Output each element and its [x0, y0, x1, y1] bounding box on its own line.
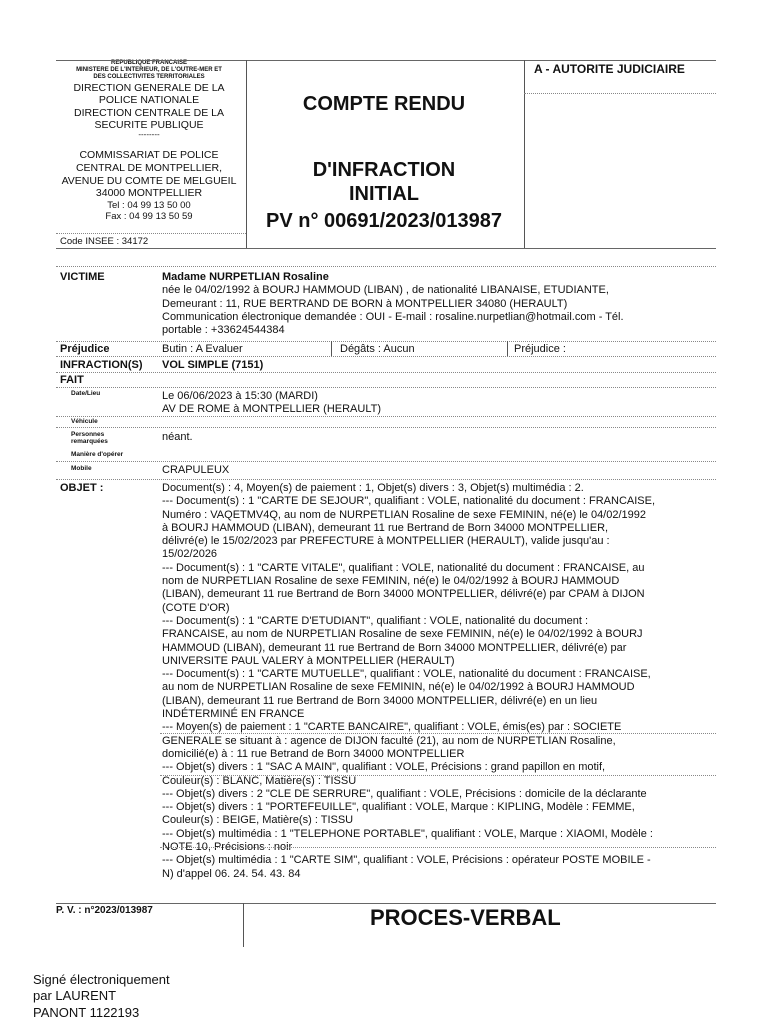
signature-line: PANONT 1122193 [33, 1004, 140, 1020]
personnes-label-line: Personnes [71, 431, 105, 438]
proces-verbal-title: PROCES-VERBAL [370, 905, 561, 930]
header-separator: -------- [138, 129, 160, 139]
mobile-value: CRAPULEUX [162, 464, 230, 476]
objet-line: --- Objet(s) multimédia : 1 "CARTE SIM", qualifiant : VOLE, Précisions : opérateur POSTE MOBILE - [162, 854, 651, 867]
victime-name: Madame NURPETLIAN Rosaline [162, 271, 329, 283]
commissariat-line: COMMISSARIAT DE POLICE [79, 149, 219, 162]
butin-value: Butin : A Evaluer [162, 343, 243, 355]
objet-line: (LIBAN), demeurant 11 rue Bertrand de Born 34000 MONTPELLIER, délivré(e) par CPAM à DIJON [162, 588, 645, 601]
pv-number: PV n° 00691/2023/013987 [266, 210, 502, 232]
cell-divider [331, 341, 332, 356]
autorite-judiciaire-label: A - AUTORITE JUDICIAIRE [534, 62, 685, 76]
date-lieu-value [162, 390, 716, 417]
fax-number: Fax : 04 99 13 50 59 [105, 211, 193, 223]
objet-line: Document(s) : 4, Moyen(s) de paiement : 1, Objet(s) divers : 3, Objet(s) multimédia : 2. [162, 482, 584, 494]
personnes-label [71, 431, 108, 445]
infraction-value: VOL SIMPLE (7151) [162, 359, 264, 371]
code-insee: Code INSEE : 34172 [60, 236, 149, 247]
objet-line: --- Document(s) : 1 "CARTE D'ETUDIANT", qualifiant : VOLE, nationalité du document : [162, 614, 589, 627]
objet-line: Couleur(s) : BLANC, Matière(s) : TISSU [162, 774, 357, 787]
document-title: COMPTE RENDU [302, 93, 466, 115]
vehicule-label: Véhicule [71, 418, 98, 425]
objet-line: --- Document(s) : 1 "CARTE VITALE", qualifiant : VOLE, nationalité du document : FRANCAISE, au [162, 561, 645, 574]
objet-line: UNIVERSITE PAUL VALERY à MONTPELLIER (HERAULT) [162, 654, 455, 667]
issuing-authority-block [56, 60, 242, 222]
row-rule [56, 461, 716, 462]
header-bottom-border [56, 248, 716, 249]
direction-line: DIRECTION CENTRALE DE LA [74, 106, 224, 119]
direction-line: DIRECTION GENERALE DE LA [73, 81, 225, 94]
objet-line: --- Objet(s) multimédia : 1 "TELEPHONE PORTABLE", qualifiant : VOLE, Marque : XIAOMI, Modèle : [162, 827, 653, 840]
subtitle-line-2: INITIAL [349, 183, 419, 205]
header-rule [56, 233, 246, 234]
victime-label: VICTIME [60, 271, 105, 283]
row-rule [56, 427, 716, 428]
objet-line: GENERALE se situant à : agence de DIJON faculté (21), au nom de NURPETLIAN Rosaline, [162, 734, 616, 747]
infraction-label: INFRACTION(S) [60, 359, 143, 371]
cell-divider [507, 341, 508, 356]
fait-label: FAIT [60, 374, 84, 386]
header-top-border [56, 60, 716, 61]
objet-line: N) d'appel 06. 24. 54. 43. 84 [162, 867, 301, 880]
degats-value: Dégâts : Aucun [340, 343, 415, 355]
section-rule [160, 847, 716, 848]
row-rule [56, 387, 716, 388]
footer-top-border [56, 903, 716, 904]
objet-line: domicilié(e) à : 11 rue Betrand de Born 34000 MONTPELLIER [162, 747, 465, 760]
objet-line: (LIBAN), demeurant 11 rue Bertrand de Born 34000 MONTPELLIER, délivré(e) en un lieu [162, 694, 598, 707]
objet-label: OBJET : [60, 482, 104, 494]
objet-line: INDÉTERMINÉ EN FRANCE [162, 708, 305, 721]
objet-line: FRANCAISE, au nom de NURPETLIAN Rosaline de sexe FEMININ, né(e) le 04/02/1992 à BOURJ [162, 628, 643, 641]
objet-line: au nom de NURPETLIAN Rosaline de sexe FEMININ, né(e) le 04/02/1992 à BOURJ HAMMOUD [162, 681, 635, 694]
ministere-line-2: DES COLLECTIVITES TERRITORIALES [93, 74, 205, 81]
row-rule [56, 479, 716, 480]
lieu-line: AV DE ROME à MONTPELLIER (HERAULT) [162, 403, 382, 416]
signature-line: par LAURENT [33, 988, 117, 1004]
objet-line: Couleur(s) : BEIGE, Matière(s) : TISSU [162, 814, 354, 827]
prejudice-label: Préjudice [60, 343, 110, 355]
objet-line: HAMMOUD (LIBAN), demeurant 11 rue Bertrand de Born 34000 MONTPELLIER, délivré(e) par [162, 641, 627, 654]
objet-line: --- Objet(s) divers : 1 "PORTEFEUILLE", qualifiant : VOLE, Marque : KIPLING, Modèle : FEMME, [162, 801, 635, 814]
objet-line: nom de NURPETLIAN Rosaline de sexe FEMININ, né(e) le 04/02/1992 à BOURJ HAMMOUD [162, 575, 620, 588]
row-rule [56, 341, 716, 342]
electronic-signature [33, 972, 170, 1021]
objet-line: --- Document(s) : 1 "CARTE MUTUELLE", qualifiant : VOLE, nationalité du document : FRANCAISE, [162, 668, 651, 681]
victime-line: Communication électronique demandée : OUI - E-mail : rosaline.nurpetlian@hotmail.com - Tél. [162, 310, 624, 323]
row-rule [56, 416, 716, 417]
objet-line: --- Objet(s) divers : 1 "SAC A MAIN", qualifiant : VOLE, Précisions : grand papillon en motif, [162, 761, 606, 774]
ministere-line-1: MINISTERE DE L'INTERIEUR, DE L'OUTRE-MER ET [76, 67, 222, 74]
section-rule [160, 775, 716, 776]
personnes-label-line: remarquées [71, 438, 108, 446]
subtitle-line-1: D'INFRACTION [312, 159, 456, 181]
objet-line: délivré(e) le 15/02/2023 par PREFECTURE à MONTPELLIER (HERAULT), valide jusqu'au : [162, 535, 610, 548]
autorite-rule [524, 93, 716, 94]
direction-line: SECURITE PUBLIQUE [94, 119, 204, 132]
direction-line: POLICE NATIONALE [98, 94, 200, 107]
commissariat-line: AVENUE DU COMTE DE MELGUEIL [61, 174, 237, 187]
row-rule [56, 356, 716, 357]
maniere-label: Manière d'opérer [71, 451, 124, 458]
objet-line: --- Moyen(s) de paiement : 1 "CARTE BANCAIRE", qualifiant : VOLE, émis(es) par : SOCIETE [162, 721, 622, 734]
row-rule [56, 372, 716, 373]
victime-line: Demeurant : 11, RUE BERTRAND DE BORN à MONTPELLIER 34080 (HERAULT) [162, 297, 568, 310]
objet-line: --- Objet(s) divers : 2 "CLE DE SERRURE", qualifiant : VOLE, Précisions : domicile de la déclarante [162, 787, 647, 800]
commissariat-line: 34000 MONTPELLIER [95, 187, 203, 200]
mobile-label: Mobile [71, 465, 92, 472]
phone-number: Tel : 04 99 13 50 00 [107, 199, 191, 211]
victime-line: portable : +33624544384 [162, 324, 285, 337]
objet-line: (COTE D'OR) [162, 601, 230, 614]
republique-label: REPUBLIQUE FRANCAISE [110, 60, 187, 66]
objet-line: à BOURJ HAMMOUD (LIBAN), demeurant 11 rue Bertrand de Born 34000 MONTPELLIER, [162, 521, 609, 534]
date-line: Le 06/06/2023 à 15:30 (MARDI) [162, 390, 318, 402]
prejudice-value: Préjudice : [514, 343, 566, 355]
footer-divider [243, 903, 244, 947]
objet-line: --- Document(s) : 1 "CARTE DE SEJOUR", qualifiant : VOLE, nationalité du document : FRANCAISE, [162, 495, 656, 508]
personnes-value: néant. [162, 431, 193, 443]
commissariat-line: CENTRAL DE MONTPELLIER, [75, 161, 223, 174]
pv-reference: P. V. : n°2023/013987 [56, 905, 153, 916]
signature-line: Signé électroniquement [33, 972, 170, 987]
objet-line: 15/02/2026 [162, 548, 218, 561]
victime-details [162, 271, 716, 337]
document-subtitle [246, 158, 522, 206]
row-rule [56, 266, 716, 267]
header-divider-right [524, 60, 525, 248]
victime-line: née le 04/02/1992 à BOURJ HAMMOUD (LIBAN) , de nationalité LIBANAISE, ETUDIANTE, [162, 284, 609, 297]
objet-line: Numéro : VAQETMV4Q, au nom de NURPETLIAN Rosaline de sexe FEMININ, né(e) le 04/02/1992 [162, 508, 646, 521]
section-rule [160, 733, 716, 734]
objet-line: NOTE 10, Précisions : noir [162, 841, 293, 854]
date-lieu-label: Date/Lieu [71, 390, 101, 397]
objet-list [162, 482, 716, 881]
